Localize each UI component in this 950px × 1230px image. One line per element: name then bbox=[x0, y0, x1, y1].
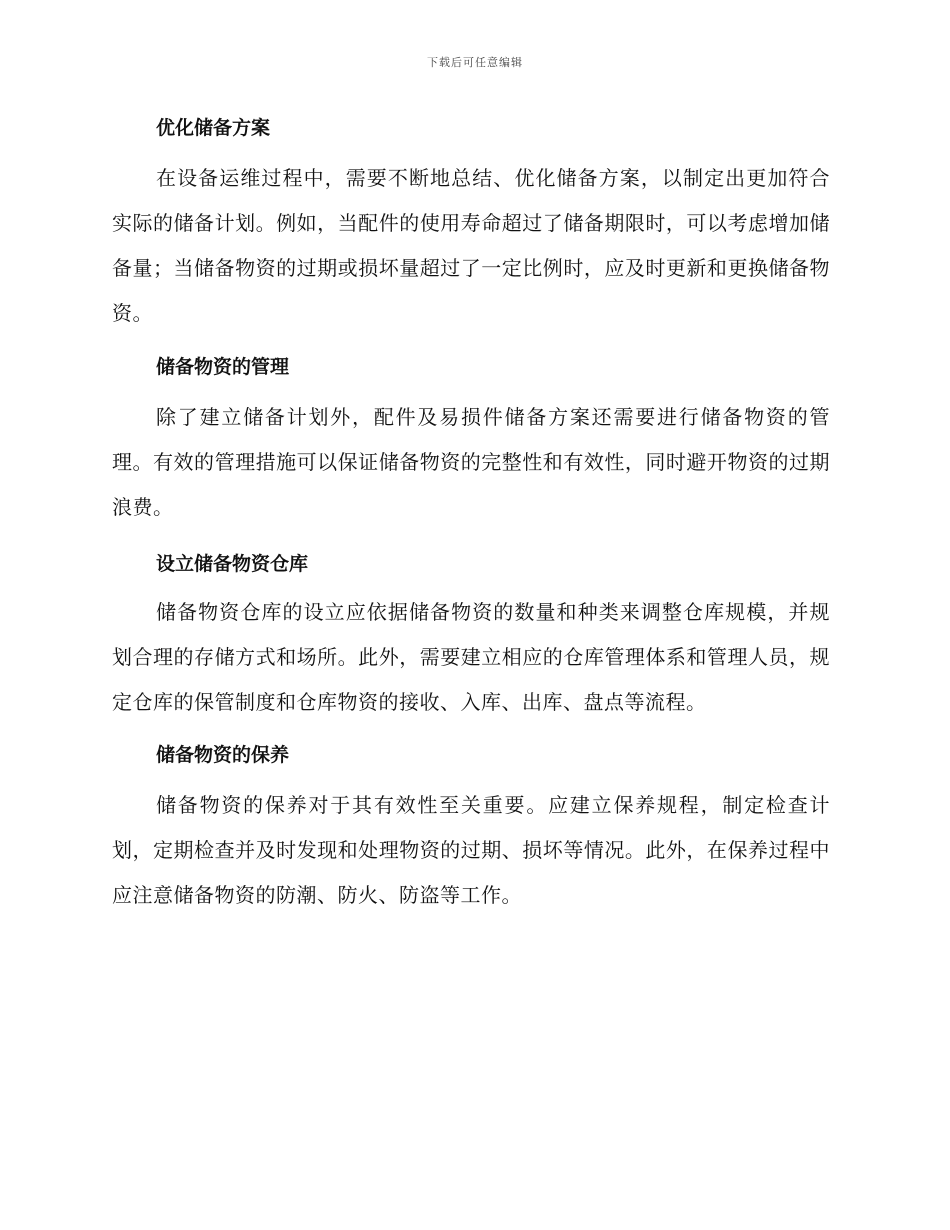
document-body bbox=[112, 110, 830, 918]
section-paragraph-optimize-plan: 在设备运维过程中，需要不断地总结、优化储备方案，以制定出更加符合实际的储备计划。例如，当配件的使用寿命超过了储备期限时，可以考虑增加储备量；当储备物资的过期或损坏量超过了一定比例时，应及时更新和更换储备物资。 bbox=[112, 166, 830, 325]
section-heading-maintenance: 储备物资的保养 bbox=[156, 744, 290, 766]
section-paragraph-materials-management: 除了建立储备计划外，配件及易损件储备方案还需要进行储备物资的管理。有效的管理措施可以保证储备物资的完整性和有效性，同时避开物资的过期浪费。 bbox=[112, 405, 830, 519]
page-header: 下载后可任意编辑 bbox=[427, 56, 523, 69]
section-heading-materials-management: 储备物资的管理 bbox=[156, 356, 290, 378]
section-heading-warehouse: 设立储备物资仓库 bbox=[156, 553, 309, 575]
section-paragraph-maintenance: 储备物资的保养对于其有效性至关重要。应建立保养规程，制定检查计划，定期检查并及时发现和处理物资的过期、损坏等情况。此外，在保养过程中应注意储备物资的防潮、防火、防盗等工作。 bbox=[112, 793, 830, 907]
section-heading-optimize-plan: 优化储备方案 bbox=[156, 117, 271, 139]
section-paragraph-warehouse: 储备物资仓库的设立应依据储备物资的数量和种类来调整仓库规模，并规划合理的存储方式和场所。此外，需要建立相应的仓库管理体系和管理人员，规定仓库的保管制度和仓库物资的接收、入库、出库、盘点等流程。 bbox=[112, 600, 830, 714]
